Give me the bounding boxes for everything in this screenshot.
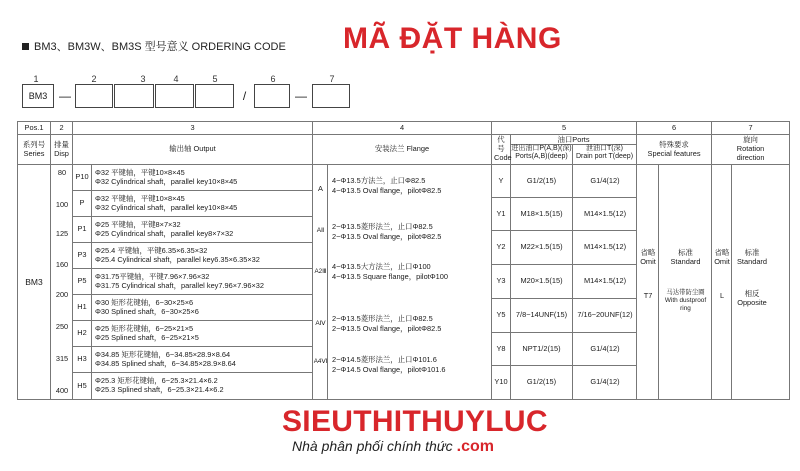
output-en: Φ31.75 Cylindrical shaft，parallel key7.96×7.96×32 bbox=[95, 280, 265, 290]
flange-desc bbox=[332, 314, 441, 333]
disp-value: 80 bbox=[57, 168, 67, 177]
flange-en: 4−Φ13.5 Oval flange，pilotΦ82.5 bbox=[332, 185, 442, 195]
output-cn: Φ30 矩形花键轴，6−30×25×6 bbox=[95, 297, 194, 307]
output-cn: Φ25.3 矩形花键轴，6−25.3×21.4×6.2 bbox=[95, 376, 218, 386]
flange-desc bbox=[332, 222, 441, 241]
flange-en: 2−Φ13.5 Oval flange，pilotΦ82.5 bbox=[332, 323, 442, 333]
output-row bbox=[73, 243, 313, 269]
flange-code: AⅡ bbox=[316, 227, 325, 234]
disp-header: 排量 Disp bbox=[51, 135, 73, 165]
ports-ab-value: M22×1.5(15) bbox=[511, 231, 573, 264]
output-desc bbox=[92, 191, 237, 216]
table-body-grid bbox=[18, 165, 789, 399]
output-code: P5 bbox=[73, 269, 92, 294]
rotation-header: 旋向 Rotation direction bbox=[712, 135, 790, 165]
code-box-special bbox=[254, 84, 290, 108]
code-box-disp bbox=[75, 84, 113, 108]
output-desc bbox=[92, 347, 236, 372]
output-cn: Φ25 平键轴，平键8×7×32 bbox=[95, 219, 181, 229]
ports-code: Y8 bbox=[492, 333, 511, 365]
output-en: Φ25 Cylindrical shaft，parallel key8×7×32 bbox=[95, 228, 234, 238]
output-en: Φ34.85 Splined shaft，6−34.85×28.9×8.64 bbox=[95, 358, 236, 368]
output-header: 输出轴 Output bbox=[73, 135, 313, 165]
flange-en: 4−Φ13.5 Square flange，pilotΦ100 bbox=[332, 271, 448, 281]
ports-column bbox=[492, 165, 637, 399]
output-row bbox=[73, 269, 313, 295]
square-bullet-icon bbox=[22, 43, 29, 50]
output-row bbox=[73, 165, 313, 191]
heading-text: BM3、BM3W、BM3S 型号意义 ORDERING CODE bbox=[34, 41, 286, 53]
drain-port-value: G1/4(12) bbox=[590, 377, 620, 387]
output-desc bbox=[92, 373, 224, 399]
output-cn: Φ34.85 矩形花键轴，6−34.85×28.9×8.64 bbox=[95, 349, 231, 359]
output-row bbox=[73, 217, 313, 243]
drain-port-header: 泄油口T(深) Drain port T(deep) bbox=[575, 145, 634, 161]
flange-cn: 4−Φ13.5方法兰，止口Φ82.5 bbox=[332, 176, 426, 185]
flange-column bbox=[313, 165, 492, 399]
drain-port-value: G1/4(12) bbox=[590, 343, 620, 353]
ports-ab-value: G1/2(15) bbox=[511, 366, 573, 399]
output-en: Φ32 Cylindrical shaft，parallel key10×8×45 bbox=[95, 202, 238, 212]
ports-code: Y1 bbox=[492, 198, 511, 230]
ports-row bbox=[492, 333, 637, 366]
output-cn: Φ25.4 平键轴，平键6.35×6.35×32 bbox=[95, 245, 208, 255]
output-en: Φ25.3 Splined shaft，6−25.3×21.4×6.2 bbox=[95, 385, 224, 394]
ports-row bbox=[492, 165, 637, 198]
code-separator: — bbox=[295, 89, 307, 103]
code-box-ports bbox=[195, 84, 234, 108]
output-code: P bbox=[73, 191, 92, 216]
ports-row bbox=[492, 231, 637, 265]
output-row bbox=[73, 347, 313, 373]
main-title: MÃ ĐẶT HÀNG bbox=[343, 22, 562, 55]
output-desc bbox=[92, 243, 260, 268]
flange-en: 2−Φ14.5 Oval flange，pilotΦ101.6 bbox=[332, 364, 446, 374]
flange-cn: 2−Φ13.5菱形法兰，止口Φ82.5 bbox=[332, 314, 433, 323]
output-code: P10 bbox=[73, 165, 92, 190]
ordering-code-table bbox=[17, 121, 790, 400]
flange-code: A2Ⅲ bbox=[314, 268, 327, 275]
drain-port-value: G1/4(12) bbox=[590, 175, 620, 185]
output-code: H1 bbox=[73, 295, 92, 320]
special-column bbox=[637, 165, 712, 399]
code-separator: / bbox=[242, 89, 247, 103]
series-cell: BM3 bbox=[18, 165, 51, 399]
flange-cn: 2−Φ13.5菱形法兰，止口Φ82.5 bbox=[332, 222, 433, 231]
code-box-rotation bbox=[312, 84, 350, 108]
ports-ab-value: 7/8−14UNF(15) bbox=[511, 299, 573, 332]
output-cn: Φ32 平键轴，平键10×8×45 bbox=[95, 167, 185, 177]
domain-suffix: .com bbox=[456, 438, 494, 455]
ports-row bbox=[492, 299, 637, 333]
disp-value: 125 bbox=[55, 229, 69, 238]
ports-ab-header: 进出油口P(A,B)(深) Ports(A,B)(deep) bbox=[511, 145, 573, 164]
series-header: 系列号 Series bbox=[18, 135, 51, 165]
code-position-number: 5 bbox=[212, 74, 218, 84]
ports-title: 油口Ports bbox=[511, 135, 636, 145]
flange-cn: 2−Φ14.5菱形法兰，止口Φ101.6 bbox=[332, 355, 437, 364]
output-code: H5 bbox=[73, 373, 92, 399]
ports-code: Y5 bbox=[492, 299, 511, 332]
rotation-omit: 省略 Omit bbox=[714, 248, 730, 266]
output-desc bbox=[92, 321, 199, 346]
ports-code: Y bbox=[492, 165, 511, 197]
col-number: 6 bbox=[637, 122, 712, 135]
output-desc bbox=[92, 295, 199, 320]
output-desc bbox=[92, 165, 237, 190]
tagline-text: Nhà phân phối chính thức bbox=[292, 438, 453, 454]
code-box-flange bbox=[155, 84, 194, 108]
ports-ab-value: M18×1.5(15) bbox=[511, 198, 573, 230]
drain-port-value: M14×1.5(12) bbox=[583, 242, 627, 252]
table-body-area bbox=[18, 165, 790, 400]
col-number: 7 bbox=[712, 122, 790, 135]
disp-value: 160 bbox=[55, 260, 69, 269]
col-number: 5 bbox=[492, 122, 637, 135]
disp-column bbox=[51, 165, 73, 399]
output-row bbox=[73, 191, 313, 217]
output-en: Φ25.4 Cylindrical shaft，parallel key6.35×6.35×32 bbox=[95, 254, 260, 264]
output-en: Φ25 Splined shaft，6−25×21×5 bbox=[95, 332, 199, 342]
col-number: 2 bbox=[51, 122, 73, 135]
disp-value: 315 bbox=[55, 354, 69, 363]
rotation-column bbox=[712, 165, 790, 399]
output-code: H2 bbox=[73, 321, 92, 346]
code-box-series: BM3 bbox=[22, 84, 54, 108]
special-t7-text: 马达带防尘圈 With dustproof ring bbox=[664, 289, 707, 312]
output-code: H3 bbox=[73, 347, 92, 372]
ports-code: Y10 bbox=[492, 366, 511, 399]
ports-row bbox=[492, 366, 637, 399]
output-column bbox=[73, 165, 313, 399]
code-position-number: 3 bbox=[140, 74, 146, 84]
output-row bbox=[73, 321, 313, 347]
flange-code: A4Ⅵ bbox=[313, 358, 328, 365]
ports-ab-value: NPT1/2(15) bbox=[511, 333, 573, 365]
rotation-standard: 标准 Standard bbox=[737, 248, 767, 266]
output-cn: Φ31.75平键轴，平键7.96×7.96×32 bbox=[95, 271, 210, 281]
code-position-number: 4 bbox=[173, 74, 179, 84]
ports-header bbox=[511, 135, 637, 165]
code-header: 代号 Code bbox=[492, 135, 511, 165]
disp-value: 400 bbox=[55, 386, 69, 395]
special-t7-code: T7 bbox=[643, 291, 653, 300]
pos-label: Pos.1 bbox=[18, 122, 51, 135]
flange-desc bbox=[332, 355, 446, 374]
flange-code: A bbox=[318, 184, 323, 193]
drain-port-value: M14×1.5(12) bbox=[583, 276, 627, 286]
special-features-header: 特殊要求 Special features bbox=[637, 135, 712, 165]
output-code: P1 bbox=[73, 217, 92, 242]
brand-tagline bbox=[292, 438, 494, 456]
output-en: Φ30 Splined shaft，6−30×25×6 bbox=[95, 306, 199, 316]
output-cn: Φ25 矩形花键轴，6−25×21×5 bbox=[95, 323, 194, 333]
flange-header: 安装法兰 Flange bbox=[313, 135, 492, 165]
code-position-number: 6 bbox=[270, 74, 276, 84]
drain-port-value: M14×1.5(12) bbox=[583, 208, 627, 218]
ports-row bbox=[492, 265, 637, 299]
flange-desc bbox=[332, 262, 448, 281]
output-cn: Φ32 平键轴，平键10×8×45 bbox=[95, 193, 185, 203]
flange-desc bbox=[332, 176, 441, 195]
code-position-number: 2 bbox=[91, 74, 97, 84]
drain-port-value: 7/16−20UNF(12) bbox=[577, 310, 633, 320]
disp-value: 200 bbox=[55, 290, 69, 299]
output-row bbox=[73, 373, 313, 399]
code-position-number: 1 bbox=[33, 74, 39, 84]
ports-row bbox=[492, 198, 637, 231]
output-code: P3 bbox=[73, 243, 92, 268]
output-desc bbox=[92, 217, 233, 242]
flange-en: 2−Φ13.5 Oval flange，pilotΦ82.5 bbox=[332, 231, 442, 241]
code-box-output bbox=[114, 84, 154, 108]
col-number: 4 bbox=[313, 122, 492, 135]
disp-value: 250 bbox=[55, 322, 69, 331]
special-standard: 标准 Standard bbox=[670, 248, 701, 266]
flange-code-column bbox=[313, 165, 328, 399]
ports-ab-value: M20×1.5(15) bbox=[511, 265, 573, 298]
code-separator: — bbox=[59, 89, 71, 103]
special-omit: 省略 Omit bbox=[640, 248, 656, 266]
ports-code: Y3 bbox=[492, 265, 511, 298]
rotation-l-code: L bbox=[719, 291, 725, 300]
output-row bbox=[73, 295, 313, 321]
brand-logo-text: SIEUTHITHUYLUC bbox=[282, 405, 548, 438]
ports-ab-value: G1/2(15) bbox=[511, 165, 573, 197]
output-en: Φ32 Cylindrical shaft，parallel key10×8×45 bbox=[95, 176, 238, 186]
ordering-code-heading bbox=[22, 38, 286, 54]
rotation-code-column bbox=[712, 165, 732, 399]
flange-code: AⅣ bbox=[315, 320, 326, 327]
rotation-l-text: 相反 Opposite bbox=[737, 289, 767, 308]
col-number: 3 bbox=[73, 122, 313, 135]
disp-value: 100 bbox=[55, 200, 69, 209]
code-position-number: 7 bbox=[329, 74, 335, 84]
ports-code: Y2 bbox=[492, 231, 511, 264]
special-code-column bbox=[637, 165, 659, 399]
output-desc bbox=[92, 269, 264, 294]
flange-cn: 4−Φ13.5大方法兰，止口Φ100 bbox=[332, 262, 431, 271]
